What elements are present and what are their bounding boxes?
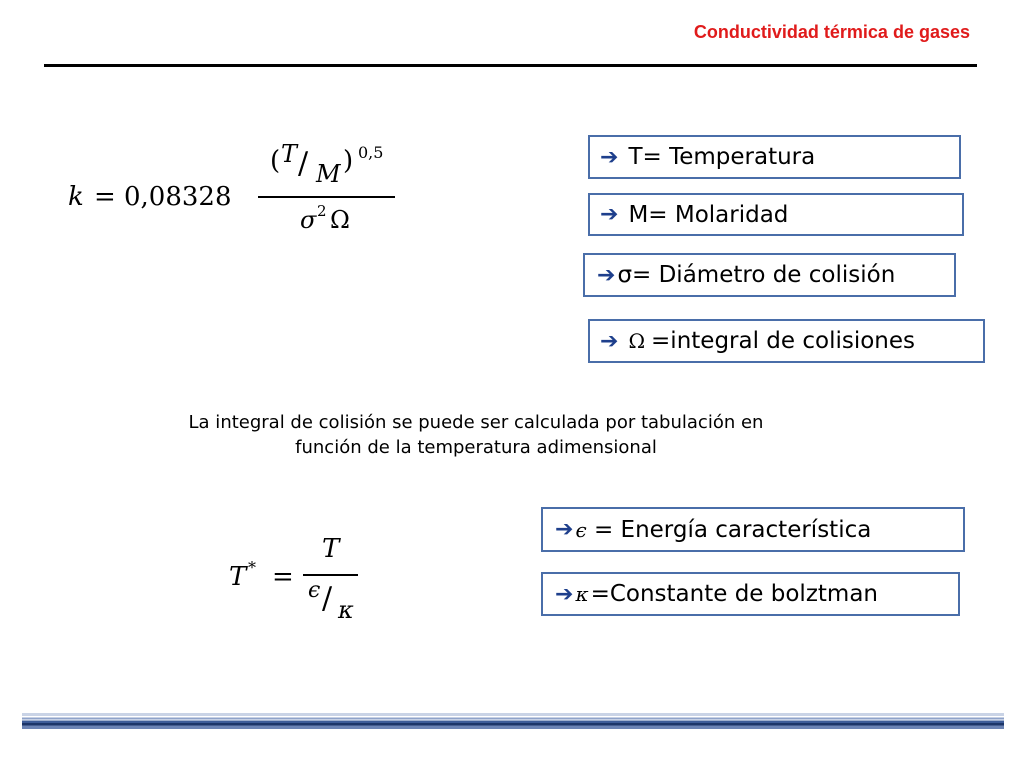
eq2-numerator: T xyxy=(322,534,340,564)
eq1-den-sigma: σ xyxy=(300,206,317,234)
slide-title: Conductividad térmica de gases xyxy=(693,22,970,42)
header-divider xyxy=(44,64,977,67)
eq1-equals: = xyxy=(94,182,116,212)
definition-box-collision-integral xyxy=(588,319,985,363)
epsilon-symbol: ϵ xyxy=(575,517,587,542)
eq2-slash: / xyxy=(322,581,333,616)
footer-decorative-bar xyxy=(22,713,1004,729)
eq2-fraction-bar xyxy=(303,574,358,576)
eq1-num-M: M xyxy=(316,160,341,188)
definition-box-boltzmann-constant xyxy=(541,572,960,616)
arrow-right-icon: ➔ xyxy=(555,581,574,607)
definition-box-molarity xyxy=(588,193,964,236)
eq1-lhs: k xyxy=(68,182,84,212)
eq1-den-sigma-exp: 2 xyxy=(317,202,327,220)
kappa-symbol: κ xyxy=(575,582,589,606)
arrow-right-icon: ➔ xyxy=(600,202,619,227)
arrow-right-icon: ➔ xyxy=(597,262,616,288)
definition-text: =Constante de bolztman xyxy=(590,581,878,607)
eq1-num-T: T xyxy=(281,140,298,168)
eq1-coefficient: 0,08328 xyxy=(124,182,232,212)
definition-text: =integral de colisiones xyxy=(651,328,916,354)
eq1-slash: / xyxy=(298,146,309,181)
arrow-right-icon: ➔ xyxy=(600,144,619,170)
definition-text: T= Temperatura xyxy=(628,144,816,170)
eq2-lhs-sup: * xyxy=(248,558,256,577)
eq1-open-paren: ( xyxy=(270,146,281,176)
eq1-exponent: 0,5 xyxy=(358,143,384,162)
eq2-den-epsilon: ϵ xyxy=(308,578,321,603)
collision-integral-note xyxy=(96,410,856,460)
definition-box-characteristic-energy xyxy=(541,507,965,552)
definition-text: σ= Diámetro de colisión xyxy=(617,262,896,288)
note-line-2: función de la temperatura adimensional xyxy=(295,437,657,458)
arrow-right-icon: ➔ xyxy=(600,328,619,354)
eq2-equals: = xyxy=(272,562,294,592)
eq1-close-paren: ) xyxy=(343,146,354,176)
arrow-right-icon: ➔ xyxy=(555,517,574,542)
eq2-lhs: T xyxy=(229,562,247,592)
eq1-fraction-bar xyxy=(258,196,395,198)
definition-box-collision-diameter xyxy=(583,253,956,297)
note-line-1: La integral de colisión se puede ser calculada por tabulación en xyxy=(188,412,764,433)
omega-symbol: Ω xyxy=(628,329,646,353)
eq1-den-omega: Ω xyxy=(330,206,350,234)
definition-text: = Energía característica xyxy=(586,516,872,543)
definition-text: M= Molaridad xyxy=(628,201,789,228)
eq2-den-kappa: κ xyxy=(338,596,354,624)
definition-box-temperature xyxy=(588,135,961,179)
